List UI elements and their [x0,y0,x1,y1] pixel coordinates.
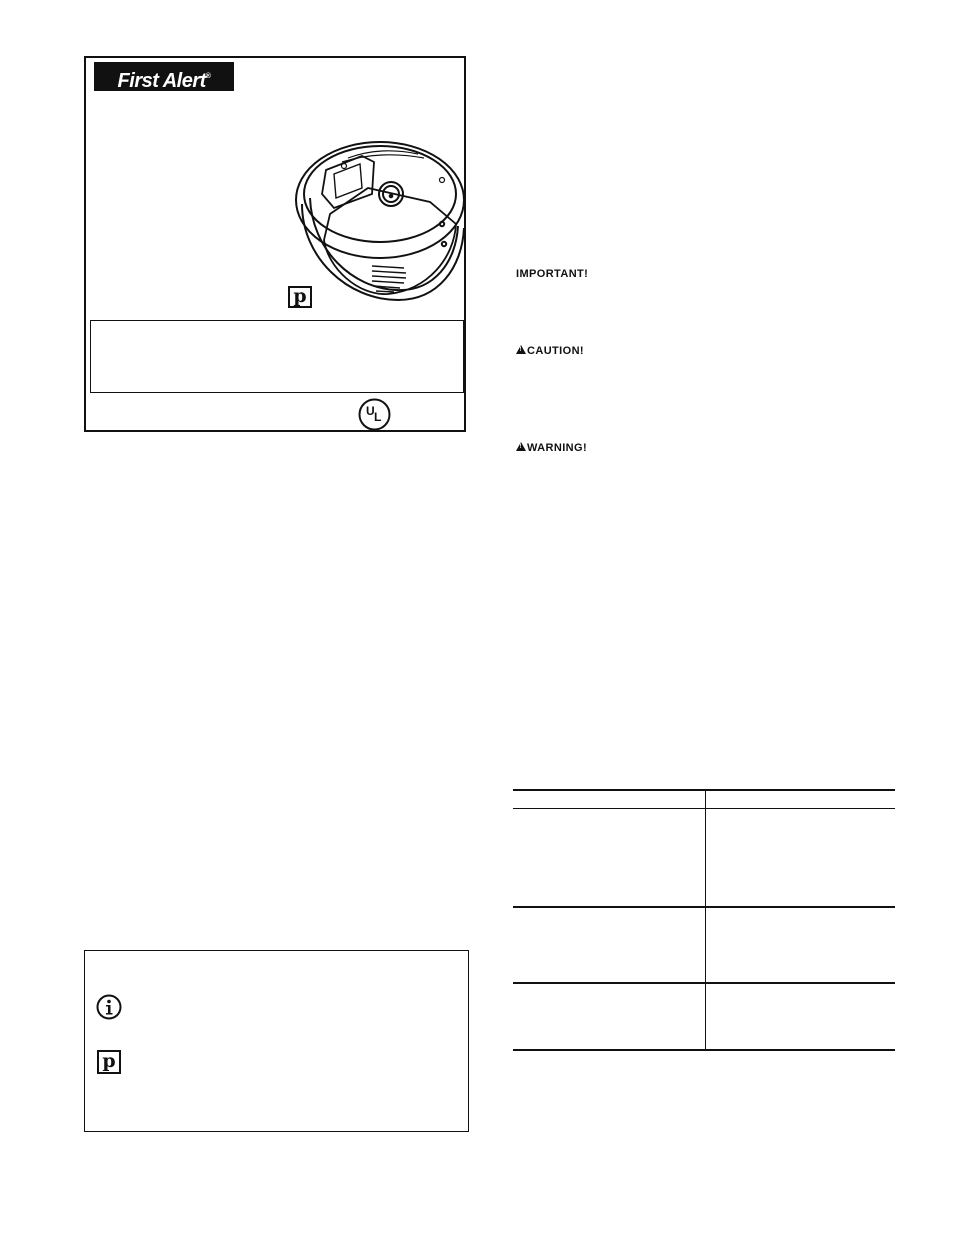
table-header-rule [513,789,895,791]
info-icon [96,994,122,1020]
ul-certification-icon [358,398,391,431]
p-icon: p [288,286,312,308]
warning-triangle-icon [516,345,526,354]
table-column-divider [705,790,706,1050]
warning-label: !WARNING! [516,442,587,454]
info-box [84,950,469,1132]
warning-triangle-icon [516,442,526,451]
svg-text:UL: UL [366,404,382,424]
table-header-underline [513,808,895,809]
brand-logo: First Alert® [94,62,234,91]
table-bottom-rule [513,1049,895,1051]
notice-box [90,320,464,393]
table-row-rule [513,982,895,984]
table-row-rule [513,906,895,908]
caution-label: !CAUTION! [516,345,584,357]
important-label: IMPORTANT! [516,268,589,280]
detector-illustration [288,128,466,308]
p-icon: p [97,1050,121,1074]
